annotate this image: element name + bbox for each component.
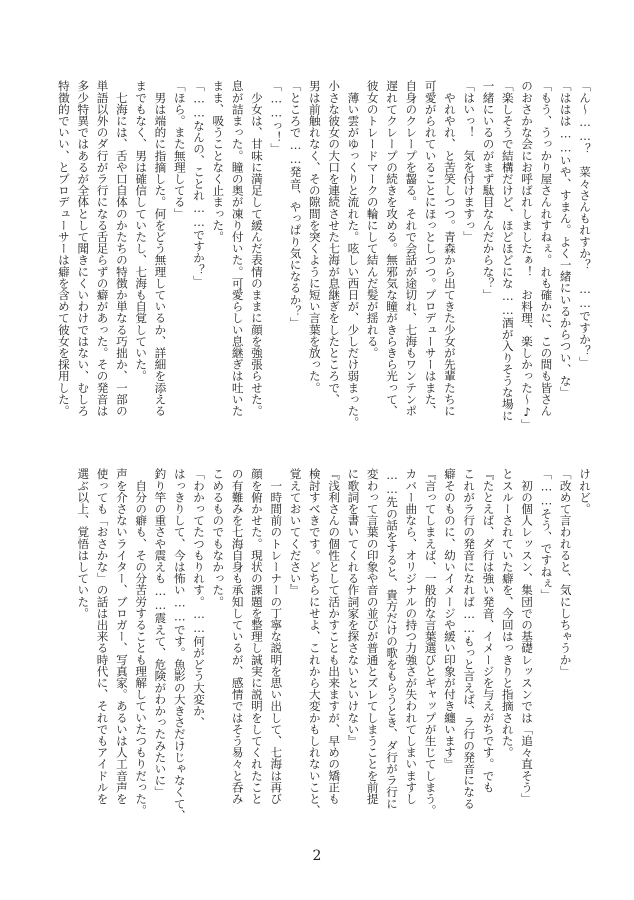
text-line: に歌詞を書いてくれる作詞家を探さないといけない』 [346, 468, 361, 747]
text-line: 選ぶ以上、覚悟はしていた。 [76, 468, 91, 619]
text-line: 自身のクレープを齧る。それで会話が途切れ、七海もワンテンポ [404, 80, 419, 417]
text-line: 使っても「おさかな」の話は出来る時代に、それでもアイドルを [95, 468, 110, 805]
text-line: 『言ってしまえば、一般的な言葉選びとギャップが生じてしまう。 [423, 468, 438, 816]
text-line: これがラ行の発音になれば……もっと言えば、ラ行の発音になる [462, 468, 477, 810]
text-line: やれやれ、と苦笑しつつ。青森から出てきた少女が先輩たちに [442, 80, 457, 417]
text-line: 「楽しそうで結構だけど、ほどほどにな……酒が入りそうな場に [500, 80, 515, 422]
text-line: 男は端的に指摘した。何をどう無理しているか、詳細を添える [153, 80, 168, 417]
text-line: 単語以外のダ行がラ行になる舌足らずの癖があった。その発音は [95, 80, 110, 417]
text-line: こめるものでもなかった。 [211, 468, 226, 608]
text-line: 「わかってたつもりれす。……何がどう大変か、 [192, 468, 207, 728]
text-line: 薄い雲がゆっくりと流れた。呟しい西日が、少しだけ弱まった。 [346, 80, 361, 428]
text-line: のおさかな会にお呼ばれしましたぁ！ お料理、楽しかった〜♪」 [520, 80, 535, 431]
text-line: 可愛がられていることにほっとしつつ。プロデューサーはまた、 [423, 80, 438, 417]
upper-text-block [39, 80, 594, 440]
text-line: 遅れてクレープの続きを攻める。無邪気な瞳がきらきら光って、 [385, 80, 400, 417]
text-line: 変わって言葉の印象や音の並びが普通とズレてしまうことを前提 [365, 468, 380, 805]
text-line: 検討すべきです。どちらにせよ、これから大変かもしれないこと、 [307, 468, 322, 816]
text-line: 少女は、甘味に満足して緩んだ表情のままに顔を強張らせた。 [249, 80, 264, 417]
text-line: 「ほら。また無理してる」 [172, 80, 187, 220]
text-line: まま、吸うことなく止まった。 [211, 80, 226, 243]
text-line: 息が詰まった。瞳の奥が凍り付いた。可愛らしい息継ぎは吐いた [230, 80, 245, 417]
text-line: 釣り竿の重さや震えも……震えて、危険がわかったみたいに」 [153, 468, 168, 798]
text-line: 「はいっ！ 気を付けますっ」 [462, 80, 477, 243]
text-line: 「もう、うっかり屋さんれすねぇ。れも確かに、この間も皆さん [539, 80, 554, 417]
text-line: 「……そう、ですねぇ」 [539, 468, 554, 601]
text-line: 彼女のトレードマークの輪にして結んだ髪が揺れる。 [365, 80, 380, 359]
text-line: 覚えておいてください』 [288, 468, 303, 596]
text-line: 「ところで……発音、やっぱり気になるか？」 [288, 80, 303, 329]
text-line: までもなく、男は確信していたし、七海も自覚していた。 [134, 80, 149, 382]
text-line: 小さな彼女の大口を連続させた七海が息継ぎをしたところで、 [327, 80, 342, 405]
text-line: けれど。 [578, 468, 592, 515]
text-line: カバー曲なら、オリジナルの持つ力強さが失われてしまいますし [404, 468, 419, 805]
text-line: 自分の癖も、その分苦労することも理解していたつもりだった。 [134, 468, 149, 816]
text-line: 「……なんの、ことれ……ですか？」 [192, 80, 207, 287]
text-line: 「改めて言われると、気にしちゃうか」 [558, 468, 573, 677]
text-line: 「……っ！」 [269, 80, 284, 155]
text-line: 七海には、舌や口自体のかたちの特徴か単なる巧拙か、一部の [114, 80, 129, 417]
text-line: 癖そのものに、幼いイメージや緩い印象が付き纏います』 [442, 468, 457, 770]
text-line: 一時間前のトレーナーの丁寧な説明を思い出して、七海は再び [269, 468, 284, 805]
page-number: 2 [312, 848, 322, 864]
text-line: 『たとえば、ダ行は強い発音、イメージを与えがちです。でも [481, 468, 496, 793]
text-line: の有難みを七海自身も承知しているが、感情ではそう易々と呑み [230, 468, 245, 805]
text-line: とスルーされていた癖を、今回はっきりと指摘された。 [500, 468, 515, 758]
text-line: 多少特異ではあるが全体として聞きにくいわけではない、むしろ [76, 80, 91, 417]
lower-text-block [39, 468, 594, 838]
text-line: 「ははは……いや、すまん。よく一緒にいるからつい、な」 [558, 80, 573, 398]
text-line: 初の個人レッスン、集団での基礎レッスンでは「追々直そう」 [520, 468, 535, 805]
text-line: 「ん〜……？ 菜々さんもれすか？ ……ですか？」 [578, 80, 592, 368]
text-line: 声を介さないライター、ブロガー、写真家。あるいは人工音声を [114, 468, 129, 805]
text-line: ……先の話をすると、貴方だけの歌をもらうとき、ダ行がラ行に [385, 468, 400, 810]
text-line: はっきりして、今は怖い……です。魚影の大きさだけじゃなくて、 [172, 468, 187, 821]
text-line: 男は前触れなく、その隙間を突くように短い言葉を放った。 [307, 80, 322, 394]
text-line: 『浅利さんの個性として活かすことも出来ますが、早めの矯正も [327, 468, 342, 805]
text-line: 特徴的でいい、とプロデューサーは癖を含めて彼女を採用した。 [56, 80, 71, 417]
text-line: 一緒にいるのがまず駄目なんだからな？」 [481, 80, 496, 301]
text-line: 顔を俯かせた。現状の課題を整理し誠実に説明をしてくれたこと [249, 468, 264, 805]
